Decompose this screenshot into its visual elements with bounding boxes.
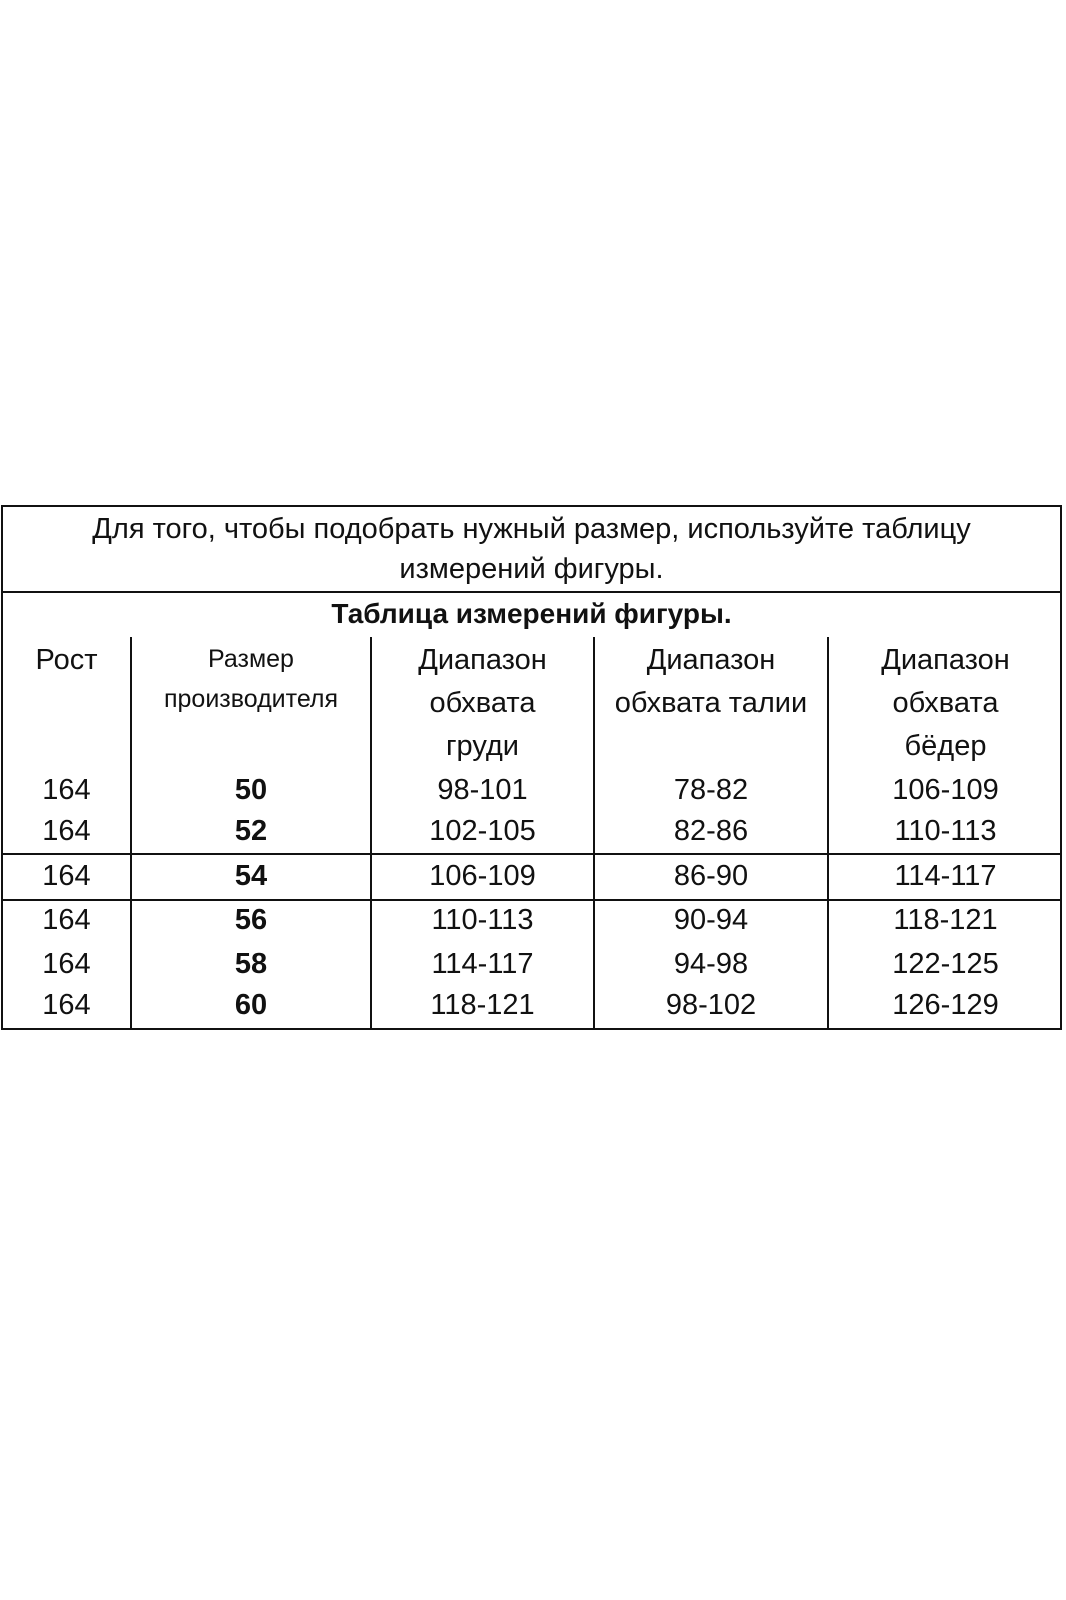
cell-size: 52 [234, 815, 268, 847]
cell-hips: 118-121 [893, 904, 998, 936]
cell-height: 164 [42, 904, 91, 936]
cell-height: 164 [42, 948, 91, 980]
cell-hips: 106-109 [892, 774, 999, 806]
cell-waist: 86-90 [673, 860, 749, 892]
cell-waist: 94-98 [673, 948, 749, 980]
intro-line-2: измерений фигуры. [399, 553, 664, 585]
intro-text [3, 507, 1060, 593]
cell-chest: 118-121 [430, 989, 535, 1021]
cell-chest: 98-101 [437, 774, 528, 806]
header-hips-line-3: бёдер [904, 730, 987, 762]
cell-height: 164 [42, 815, 91, 847]
cell-waist: 82-86 [673, 815, 749, 847]
header-height [3, 639, 130, 682]
cell-height: 164 [42, 860, 91, 892]
header-size-line-1: Размер [208, 645, 294, 673]
table-title: Таблица измерений фигуры. [331, 598, 732, 629]
cell-waist: 90-94 [673, 904, 749, 936]
header-chest-line-2: обхвата [429, 687, 536, 719]
header-chest [372, 639, 593, 768]
header-hips-line-1: Диапазон [881, 644, 1010, 676]
cell-chest: 110-113 [431, 904, 534, 936]
intro-line-1: Для того, чтобы подобрать нужный размер, используйте таблицу [92, 513, 971, 545]
header-waist-line-1: Диапазон [646, 644, 776, 676]
header-size-line-2: производителя [163, 685, 339, 713]
cell-hips: 122-125 [892, 948, 999, 980]
cell-waist: 78-82 [673, 774, 749, 806]
cell-size: 50 [234, 774, 268, 806]
cell-waist: 98-102 [665, 989, 757, 1021]
cell-chest: 102-105 [429, 815, 536, 847]
header-height-label: Рост [35, 644, 98, 676]
header-hips-line-2: обхвата [892, 687, 999, 719]
cell-chest: 106-109 [429, 860, 536, 892]
header-waist [595, 639, 827, 725]
size-table [1, 505, 1062, 1030]
cell-chest: 114-117 [431, 948, 534, 980]
cell-size: 58 [234, 948, 268, 980]
header-chest-line-1: Диапазон [418, 644, 547, 676]
header-waist-line-2: обхвата талии [614, 687, 808, 719]
cell-hips: 114-117 [894, 860, 997, 892]
cell-hips: 126-129 [892, 989, 999, 1021]
header-size [132, 639, 370, 719]
cell-hips: 110-113 [894, 815, 997, 847]
cell-size: 54 [234, 860, 268, 892]
cell-height: 164 [42, 774, 91, 806]
cell-size: 60 [234, 989, 268, 1021]
cell-size: 56 [234, 904, 268, 936]
header-chest-line-3: груди [445, 730, 520, 762]
header-hips [829, 639, 1062, 768]
cell-height: 164 [42, 989, 91, 1021]
